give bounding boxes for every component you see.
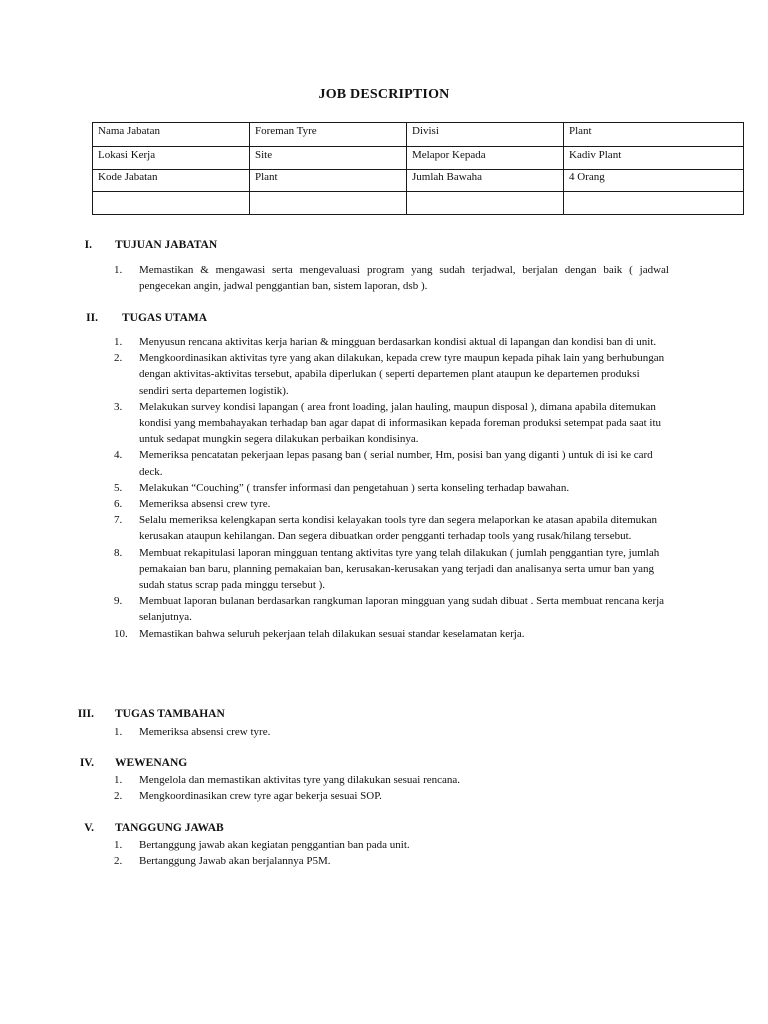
table-row: [93, 192, 744, 215]
item-text: Bertanggung Jawab akan berjalannya P5M.: [139, 855, 331, 868]
list-item: [0, 853, 669, 869]
item-text: Melakukan “Couching” ( transfer informasi dan pengetahuan ) serta konseling terhadap bawahan.: [139, 481, 570, 494]
list-item: [0, 399, 669, 448]
item-text: Memeriksa absensi crew tyre.: [139, 726, 271, 738]
item-number: 6.: [114, 498, 123, 511]
item-text: Mengkoordinasikan crew tyre agar bekerja sesuai SOP.: [139, 790, 382, 803]
item-number: 10.: [114, 627, 128, 640]
section-list: [0, 724, 669, 740]
section-number: I.: [84, 239, 92, 251]
list-item: [0, 837, 669, 853]
table-cell: Lokasi Kerja: [93, 147, 250, 170]
table-row: [93, 147, 744, 170]
list-item: [0, 724, 669, 740]
table-cell: [564, 192, 744, 215]
document-title: JOB DESCRIPTION: [318, 87, 450, 102]
list-item: [0, 626, 669, 642]
list-item: [0, 262, 669, 294]
section-title: TUGAS TAMBAHAN: [115, 708, 225, 720]
item-text: Memastikan bahwa seluruh pekerjaan telah dilakukan sesuai standar keselamatan kerja.: [139, 627, 525, 640]
section-number: III.: [77, 708, 94, 720]
item-number: 2.: [114, 352, 123, 365]
item-number: 8.: [114, 546, 123, 559]
table-row: [93, 123, 744, 147]
item-text: Selalu memeriksa kelengkapan serta kondisi kelayakan tools tyre dan segera melaporkan ke atasan apabila ditemukan kerusakan ataupun kehilangan. Dan segera dibuatkan order pengganti terhadap tools yang rusak/hilang tersebut.: [139, 514, 658, 543]
item-number: 4.: [114, 449, 123, 462]
job-info-table: [92, 122, 744, 215]
item-text: Menyusun rencana aktivitas kerja harian & mingguan berdasarkan kondisi aktual di lapangan dan kondisi ban di unit.: [139, 336, 657, 348]
section-list: [0, 334, 669, 642]
item-text: Melakukan survey kondisi lapangan ( area front loading, jalan hauling, maupun disposal ), dimana apabila ditemukan kondisi yang membahayakan terhadap ban agar dapat di informasikan kepada foreman produksi setempat pada saat itu untuk sedapat mungkin segera dilakukan perbaikan kondisinya.: [139, 400, 662, 446]
table-cell: [250, 192, 407, 215]
section-list: [0, 837, 669, 869]
section-number: IV.: [79, 757, 94, 769]
item-text: Mengkoordinasikan aktivitas tyre yang akan dilakukan, kepada crew tyre maupun kepada pihak lain yang berhubungan dengan aktivitas-aktivitas tersebut, apabila diperlukan ( seperti departemen plant ataupun ke departemen produksi sendiri serta departemen logistik).: [139, 352, 665, 397]
item-number: 2.: [114, 790, 123, 803]
item-number: 3.: [114, 400, 123, 413]
item-number: 1.: [114, 839, 123, 851]
list-item: [0, 512, 669, 544]
list-item: [0, 788, 669, 804]
table-cell: Plant: [250, 170, 407, 192]
table-cell: Foreman Tyre: [250, 123, 407, 147]
list-item: [0, 480, 669, 496]
item-number: 5.: [114, 481, 123, 494]
table-cell: Nama Jabatan: [93, 123, 250, 147]
table-cell: Divisi: [407, 123, 564, 147]
section-number: V.: [84, 822, 94, 834]
section-title: TUJUAN JABATAN: [115, 239, 218, 251]
table-cell: Kode Jabatan: [93, 170, 250, 192]
item-text: Memeriksa absensi crew tyre.: [139, 498, 271, 511]
item-text: Bertanggung jawab akan kegiatan penggantian ban pada unit.: [139, 839, 410, 851]
item-number: 2.: [114, 855, 123, 868]
table-cell: Site: [250, 147, 407, 170]
item-text: Memeriksa pencatatan pekerjaan lepas pasang ban ( serial number, Hm, posisi ban yang diganti ) untuk di isi ke card deck.: [139, 449, 653, 478]
item-number: 1.: [114, 264, 123, 276]
item-text: Membuat laporan bulanan berdasarkan rangkuman laporan mingguan yang sudah dibuat . Serta membuat rencana kerja selanjutnya.: [139, 595, 665, 624]
section-list: [0, 772, 669, 804]
list-item: [0, 772, 669, 788]
list-item: [0, 334, 669, 350]
item-number: 1.: [114, 774, 123, 786]
section-number: II.: [86, 312, 98, 324]
list-item: [0, 496, 669, 512]
list-item: [0, 350, 669, 399]
item-text: Membuat rekapitulasi laporan mingguan tentang aktivitas tyre yang telah dilakukan ( jumlah penggantian tyre, jumlah pemakaian ban baru, planning pemakaian ban, kerusakan-kerusakan yang terjadi dan analisanya serta umur ban yang sudah status scrap pada minggu tersebut ).: [139, 546, 660, 592]
list-item: [0, 593, 669, 625]
item-number: 1.: [114, 726, 123, 738]
list-item: [0, 545, 669, 594]
table-cell: Plant: [564, 123, 744, 147]
item-text: Memastikan & mengawasi serta mengevaluasi program yang sudah terjadwal, berjalan dengan baik ( jadwal pengecekan angin, jadwal penggantian ban, sistem laporan, dsb ).: [139, 264, 669, 293]
item-number: 9.: [114, 595, 123, 608]
table-row: [93, 170, 744, 192]
item-text: Mengelola dan memastikan aktivitas tyre yang dilakukan sesuai rencana.: [139, 774, 461, 786]
table-cell: Jumlah Bawaha: [407, 170, 564, 192]
table-cell: 4 Orang: [564, 170, 744, 192]
table-cell: Melapor Kepada: [407, 147, 564, 170]
section-title: TUGAS UTAMA: [122, 312, 208, 324]
section-title: WEWENANG: [115, 757, 188, 769]
item-number: 7.: [114, 514, 123, 527]
section-list: [0, 262, 669, 294]
table-cell: Kadiv Plant: [564, 147, 744, 170]
list-item: [0, 447, 669, 479]
item-number: 1.: [114, 336, 123, 348]
section-title: TANGGUNG JAWAB: [115, 822, 224, 834]
table-cell: [407, 192, 564, 215]
table-cell: [93, 192, 250, 215]
